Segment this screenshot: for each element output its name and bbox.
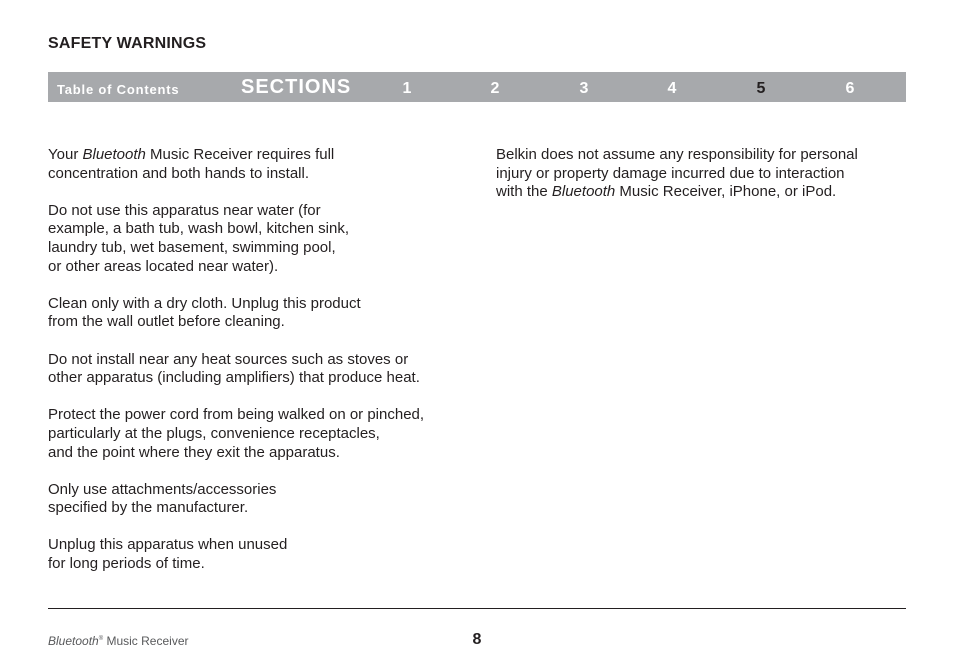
sections-label: SECTIONS — [241, 76, 352, 98]
section-link-1[interactable]: 1 — [402, 80, 412, 97]
bluetooth-italic: Bluetooth — [551, 183, 616, 201]
paragraph-unplug: Unplug this apparatus when unused for long periods of time. — [48, 536, 288, 573]
paragraph-cleaning: Clean only with a dry cloth. Unplug this product from the wall outlet before cleaning. — [48, 294, 361, 331]
bluetooth-italic: Bluetooth — [82, 146, 146, 163]
paragraph-liability: Belkin does not assume any responsibility for personal injury or property damage incurred due to interaction with the Bluetooth Music Receiver, iPhone, or iPod. — [496, 146, 858, 201]
section-link-4[interactable]: 4 — [667, 80, 677, 97]
paragraph-concentration: Your Bluetooth Music Receiver requires full concentration and both hands to install. — [48, 146, 335, 182]
section-link-5-active[interactable]: 5 — [756, 80, 766, 97]
footer-product-title: Bluetooth® Music Receiver — [48, 634, 189, 648]
paragraph-heat-sources: Do not install near any heat sources such as stoves or other apparatus (including amplifiers) that produce heat. — [48, 350, 420, 387]
table-of-contents-link[interactable]: Table of Contents — [57, 82, 180, 97]
section-link-2[interactable]: 2 — [490, 80, 500, 97]
paragraph-water-warning: Do not use this apparatus near water (for example, a bath tub, wash bowl, kitchen sink, laundry tub, wet basement, swimming pool, or other areas located near water). — [48, 201, 349, 275]
page-title: SAFETY WARNINGS — [48, 35, 207, 52]
left-text-column — [48, 146, 468, 592]
section-link-3[interactable]: 3 — [579, 80, 589, 97]
paragraph-power-cord: Protect the power cord from being walked on or pinched, particularly at the plugs, convenience receptacles, and the point where they exit the apparatus. — [48, 406, 425, 461]
section-link-6[interactable]: 6 — [845, 80, 855, 97]
right-text-column — [496, 146, 906, 220]
paragraph-attachments: Only use attachments/accessories specified by the manufacturer. — [48, 480, 277, 517]
section-nav-bar — [48, 72, 906, 102]
page-number: 8 — [472, 631, 482, 648]
footer-divider — [48, 608, 906, 609]
